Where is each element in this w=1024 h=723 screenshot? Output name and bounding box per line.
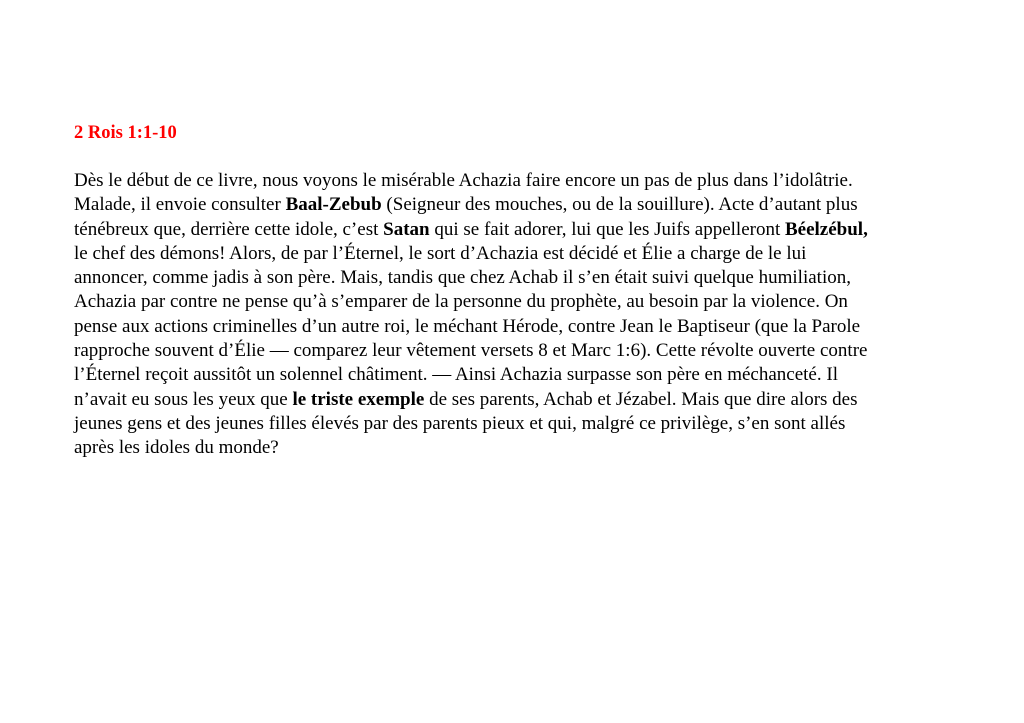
text-line xyxy=(74,436,954,460)
text-line xyxy=(74,339,954,363)
text-segment: Dès le début de ce livre, nous voyons le misérable Achazia faire encore un pas de plus dans l’idolâtrie. xyxy=(74,170,853,191)
text-line xyxy=(74,315,954,339)
text-line xyxy=(74,266,954,290)
text-line xyxy=(74,388,954,412)
text-segment: de ses parents, Achab et Jézabel. Mais que dire alors des xyxy=(424,388,858,410)
text-segment: annoncer, comme jadis à son père. Mais, tandis que chez Achab il s’en était suivi quelque humiliation, xyxy=(74,267,851,289)
text-segment: Malade, il envoie consulter xyxy=(74,194,286,216)
emphasized-text: Béelzébul, xyxy=(784,218,868,240)
text-segment: le chef des démons! Alors, de par l’Éternel, le sort d’Achazia est décidé et Élie a charge de le lui xyxy=(74,242,807,264)
text-segment: (Seigneur des mouches, ou de la souillure). Acte d’autant plus xyxy=(381,194,858,216)
text-line xyxy=(74,218,954,242)
text-segment: rapproche souvent d’Élie — comparez leur vêtement versets 8 et Marc 1:6). Cette révolte ouverte contre xyxy=(74,340,868,362)
text-line xyxy=(74,242,954,266)
emphasized-text: Baal-Zebub xyxy=(285,194,382,216)
text-segment: après les idoles du monde? xyxy=(74,437,279,459)
text-segment: pense aux actions criminelles d’un autre roi, le méchant Hérode, contre Jean le Baptiseur (que la Parole xyxy=(74,315,861,337)
passage-reference-heading: 2 Rois 1:1-10 xyxy=(74,123,177,143)
text-segment: qui se fait adorer, lui que les Juifs appelleront xyxy=(429,218,785,240)
text-line xyxy=(74,363,954,387)
text-segment: ténébreux que, derrière cette idole, c’est xyxy=(74,218,384,240)
emphasized-text: Satan xyxy=(383,218,430,240)
text-segment: n’avait eu sous les yeux que xyxy=(74,388,293,410)
text-line xyxy=(74,290,954,314)
commentary-paragraph xyxy=(74,169,954,461)
emphasized-text: le triste exemple xyxy=(292,388,425,410)
text-segment: l’Éternel reçoit aussitôt un solennel châtiment. — Ainsi Achazia surpasse son père en méchanceté. Il xyxy=(74,364,838,386)
text-line xyxy=(74,193,954,217)
text-segment: Achazia par contre ne pense qu’à s’emparer de la personne du prophète, au besoin par la violence. On xyxy=(74,291,848,313)
text-segment: jeunes gens et des jeunes filles élevés par des parents pieux et qui, malgré ce privilège, s’en sont allés xyxy=(74,412,846,434)
text-line xyxy=(74,169,954,193)
text-line xyxy=(74,412,954,436)
